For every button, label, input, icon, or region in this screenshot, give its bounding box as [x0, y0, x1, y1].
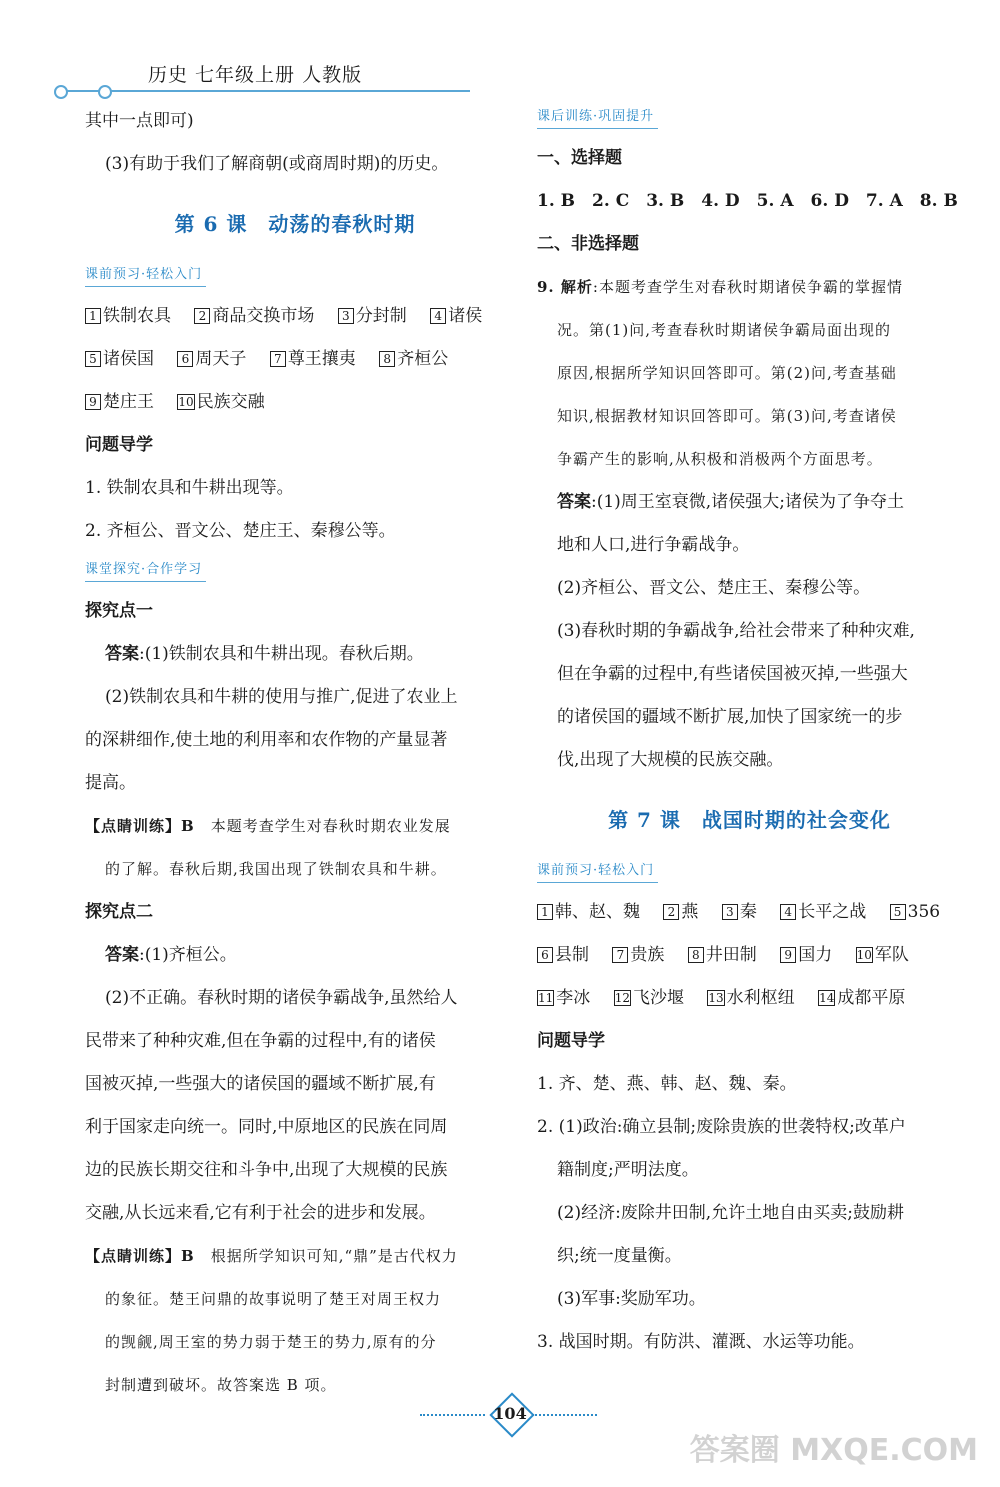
- section-tag-classroom: 课堂探究·合作学习: [85, 559, 206, 582]
- subheading: 问题导学: [537, 1031, 605, 1051]
- text-line: (3)有助于我们了解商朝(或商周时期)的历史。: [105, 154, 449, 174]
- watermark: 答案圈 MXQE.COM: [689, 1433, 978, 1468]
- subheading: 一、选择题: [537, 148, 622, 168]
- text-line: (2)齐桓公、晋文公、楚庄王、秦穆公等。: [557, 578, 871, 598]
- text-line: 的觊觎,周王室的势力弱于楚王的势力,原有的分: [105, 1333, 437, 1351]
- text-line: 知识,根据教材知识回答即可。第(3)问,考查诸侯: [557, 407, 897, 425]
- text-line: 1. 铁制农具和牛耕出现等。: [85, 478, 294, 498]
- preview-row: 9 楚庄王 10 民族交融: [85, 381, 505, 424]
- text-line: 利于国家走向统一。同时,中原地区的民族在同周: [85, 1117, 448, 1137]
- running-header: [60, 58, 470, 98]
- text-line: 交融,从长远来看,它有利于社会的进步和发展。: [85, 1203, 436, 1223]
- text-line: 的诸侯国的疆域不断扩展,加快了国家统一的步: [557, 707, 903, 727]
- text-line: 2. 齐桓公、晋文公、楚庄王、秦穆公等。: [85, 521, 396, 541]
- preview-row: 11 李冰 12 飞沙堰 13 水利枢纽 14 成都平原: [538, 988, 906, 1008]
- header-title: 历史 七年级上册 人教版: [148, 64, 363, 86]
- text-line: 9. 解析:本题考查学生对春秋时期诸侯争霸的掌握情: [537, 278, 903, 296]
- text-line: 的了解。春秋后期,我国出现了铁制农具和牛耕。: [105, 860, 447, 878]
- choice-answers: 1. B 2. C 3. B 4. D 5. A 6. D 7. A 8. B: [537, 191, 958, 211]
- text-line: 答案:(1)周王室衰微,诸侯强大;诸侯为了争夺土: [557, 492, 904, 512]
- text-line: (2)铁制农具和牛耕的使用与推广,促进了农业上: [105, 687, 458, 707]
- footer-dotted-rule: [532, 1414, 597, 1416]
- text-line: 【点睛训练】B 本题考查学生对春秋时期农业发展: [85, 817, 451, 835]
- subheading: 二、非选择题: [537, 234, 639, 254]
- text-line: 的深耕细作,使土地的利用率和农作物的产量显著: [85, 730, 448, 750]
- text-line: 的象征。楚王问鼎的故事说明了楚王对周王权力: [105, 1290, 442, 1308]
- header-dot-icon: [54, 85, 68, 99]
- preview-row: 6 县制 7 贵族 8 井田制 9 国力 10 军队: [537, 934, 962, 977]
- text-line: 答案:(1)齐桓公。: [105, 945, 237, 965]
- page-number: 104: [493, 1404, 527, 1423]
- text-line: 3. 战国时期。有防洪、灌溉、水运等功能。: [537, 1332, 865, 1352]
- page-footer: [420, 1400, 600, 1430]
- text-line: 2. (1)政治:确立县制;废除贵族的世袭特权;改革户: [537, 1117, 906, 1137]
- section-tag-preview: 课前预习·轻松入门: [537, 860, 658, 883]
- text-line: 争霸产生的影响,从积极和消极两个方面思考。: [557, 450, 883, 468]
- text-line: 封制遭到破坏。故答案选 B 项。: [105, 1376, 337, 1394]
- text-line: 况。第(1)问,考查春秋时期诸侯争霸局面出现的: [557, 321, 892, 339]
- text-line: (3)军事:奖励军功。: [557, 1289, 706, 1309]
- text-line: (2)不正确。春秋时期的诸侯争霸战争,虽然给人: [105, 988, 458, 1008]
- text-line: 原因,根据所学知识回答即可。第(2)问,考查基础: [557, 364, 897, 382]
- subheading: 探究点一: [85, 601, 153, 621]
- preview-row: 1 铁制农具 2 商品交换市场 3 分封制 4 诸侯: [85, 295, 505, 338]
- text-line: 其中一点即可): [85, 111, 194, 131]
- footer-dotted-rule: [420, 1414, 485, 1416]
- text-line: 地和人口,进行争霸战争。: [557, 535, 750, 555]
- text-line: 籍制度;严明法度。: [557, 1160, 699, 1180]
- subheading: 问题导学: [85, 435, 153, 455]
- preview-row: 5 诸侯国 6 周天子 7 尊王攘夷 8 齐桓公: [85, 338, 505, 381]
- header-dot-icon: [98, 85, 112, 99]
- text-line: 但在争霸的过程中,有些诸侯国被灭掉,一些强大: [557, 664, 908, 684]
- text-line: 提高。: [85, 773, 136, 793]
- section-tag-preview: 课前预习·轻松入门: [85, 264, 206, 287]
- text-line: 边的民族长期交往和斗争中,出现了大规模的民族: [85, 1160, 448, 1180]
- text-line: 伐,出现了大规模的民族交融。: [557, 750, 784, 770]
- right-column: [537, 100, 962, 1364]
- text-line: 【点睛训练】B 根据所学知识可知,“鼎”是古代权力: [85, 1247, 458, 1265]
- text-line: 答案:(1)铁制农具和牛耕出现。春秋后期。: [105, 644, 424, 664]
- text-line: (3)春秋时期的争霸战争,给社会带来了种种灾难,: [557, 621, 915, 641]
- lesson-7-title: 第 7 课 战国时期的社会变化: [608, 808, 891, 832]
- text-line: 国被灭掉,一些强大的诸侯国的疆域不断扩展,有: [85, 1074, 436, 1094]
- subheading: 探究点二: [85, 902, 153, 922]
- text-line: 织;统一度量衡。: [557, 1246, 682, 1266]
- text-line: 民带来了种种灾难,但在争霸的过程中,有的诸侯: [85, 1031, 436, 1051]
- text-line: (2)经济:废除井田制,允许土地自由买卖;鼓励耕: [557, 1203, 904, 1223]
- preview-row: 1 韩、赵、魏 2 燕 3 秦 4 长平之战 5 356: [537, 891, 962, 934]
- left-column: [85, 100, 505, 1407]
- section-tag-homework: 课后训练·巩固提升: [537, 106, 658, 129]
- header-rule: [60, 90, 470, 92]
- lesson-6-title: 第 6 课 动荡的春秋时期: [174, 212, 416, 236]
- text-line: 1. 齐、楚、燕、韩、赵、魏、秦。: [537, 1074, 797, 1094]
